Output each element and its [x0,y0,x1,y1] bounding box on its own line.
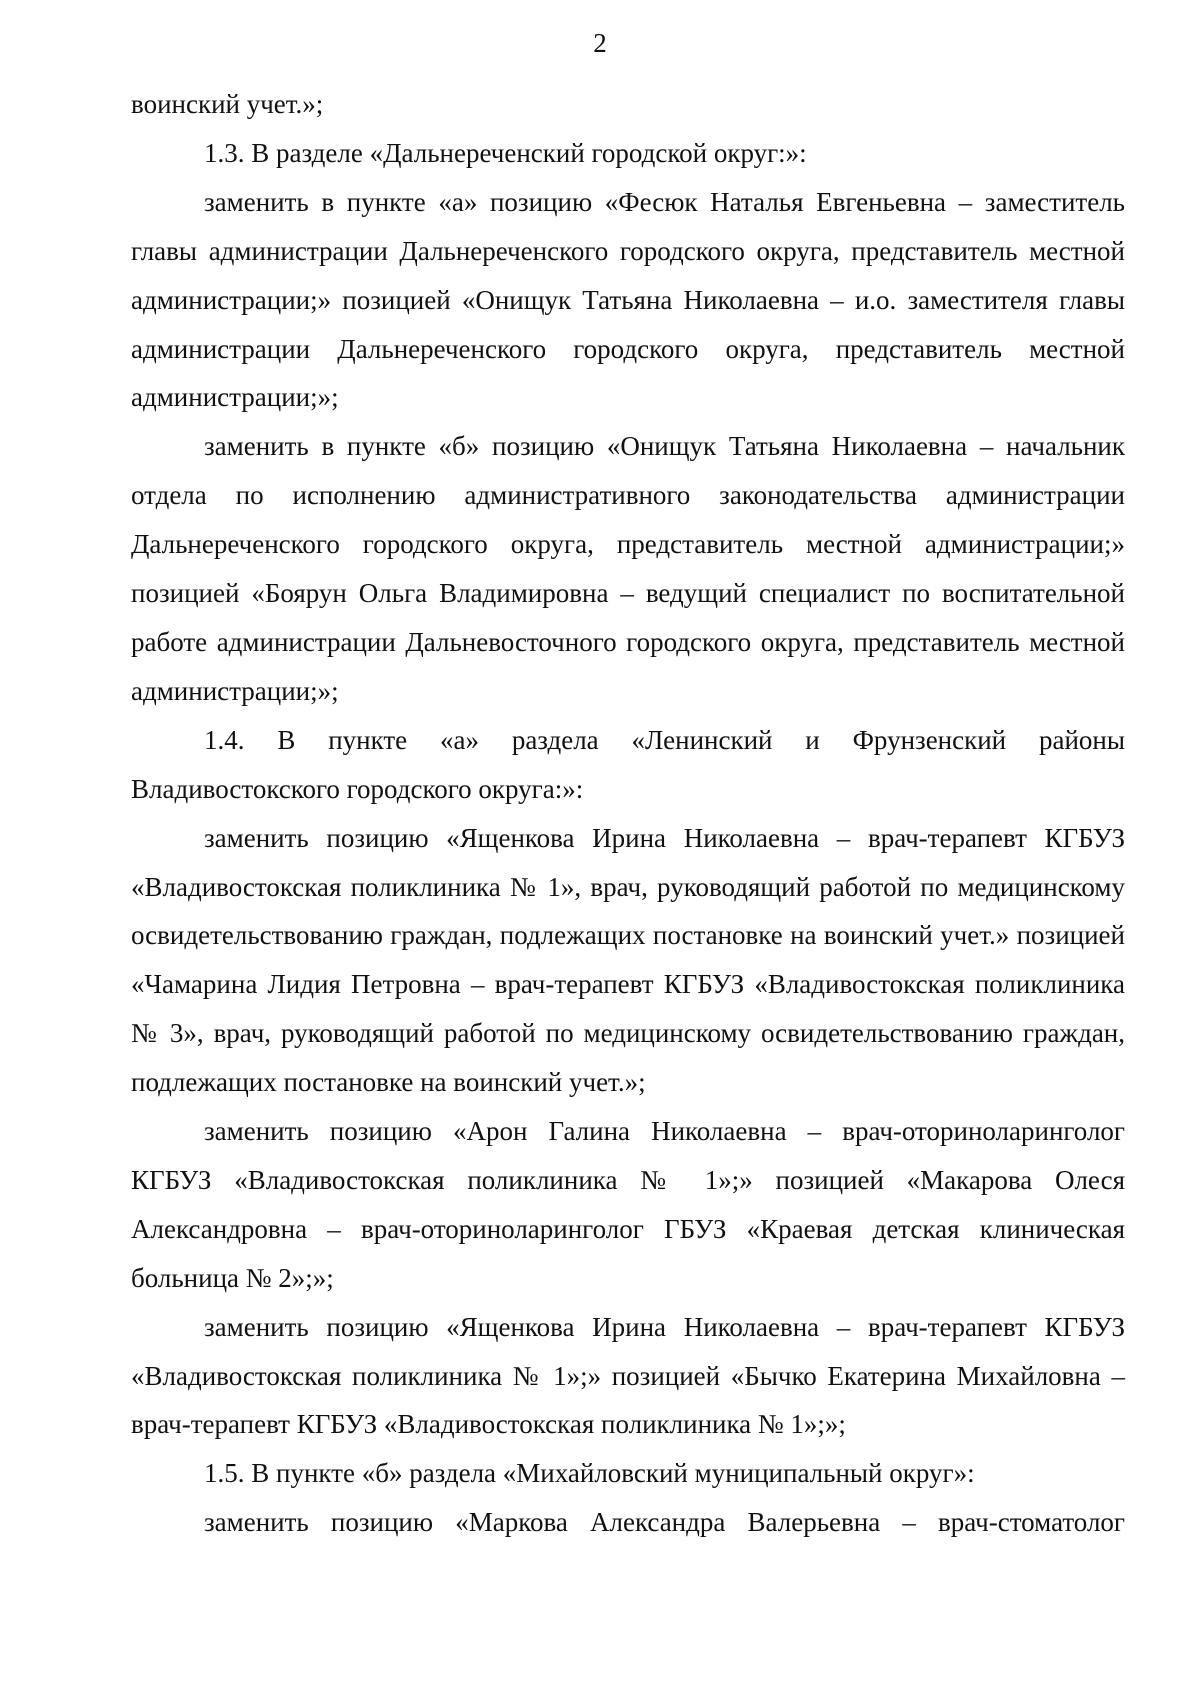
document-body [131,80,1125,1547]
paragraph-section-1-5: 1.5. В пункте «б» раздела «Михайловский муниципальный округ»: [204,1458,975,1489]
page-number: 2 [593,28,607,58]
paragraph-replace-a-fesyuk: заменить в пункте «а» позицию «Фесюк Наталья Евгеньевна – заместитель главы администрации Дальнереченского городского округа, представитель местной администрации;» позицией «Онищук Татьяна Николаевна – и.о. заместителя главы администрации Дальнереченского городского округа, представитель местной администрации;»; [131,186,1125,413]
paragraph-section-1-4: 1.4. В пункте «а» раздела «Ленинский и Фрунзенский районы Владивостокского городского округа:»: [131,724,1125,804]
paragraph-replace-markova: заменить позицию «Маркова Александра Валерьевна – врач-стоматолог [204,1507,1125,1538]
paragraph-replace-aron-makarova: заменить позицию «Арон Галина Николаевна – врач-оториноларинголог КГБУЗ «Владивостокская поликлиника № 1»;» позицией «Макарова Олеся Александровна – врач-оториноларинголог ГБУЗ «Краевая детская клиническая больница № 2»;»; [131,1116,1125,1293]
paragraph-replace-yashchenkova-chamarina: заменить позицию «Ященкова Ирина Николаевна – врач-терапевт КГБУЗ «Владивостокская поликлиника № 1», врач, руководящий работой по медицинскому освидетельствованию граждан, подлежащих постановке на воинский учет.» позицией «Чамарина Лидия Петровна – врач-терапевт КГБУЗ «Владивостокская поликлиника № 3», врач, руководящий работой по медицинскому освидетельствованию граждан, подлежащих постановке на воинский учет.»; [131,822,1125,1098]
paragraph-section-1-3: 1.3. В разделе «Дальнереченский городской округ:»: [204,137,807,168]
paragraph-continuation: воинский учет.»; [131,89,324,119]
paragraph-replace-yashchenkova-bychko: заменить позицию «Ященкова Ирина Николаевна – врач-терапевт КГБУЗ «Владивостокская поликлиника № 1»;» позицией «Бычко Екатерина Михайловна – врач-терапевт КГБУЗ «Владивостокская поликлиника № 1»;»; [131,1311,1125,1440]
paragraph-replace-b-onishchuk: заменить в пункте «б» позицию «Онищук Татьяна Николаевна – начальник отдела по исполнению административного законодательства администрации Дальнереченского городского округа, представитель местной администрации;» позицией «Боярун Ольга Владимировна – ведущий специалист по воспитательной работе администрации Дальневосточного городского округа, представитель местной администрации;»; [131,431,1125,706]
